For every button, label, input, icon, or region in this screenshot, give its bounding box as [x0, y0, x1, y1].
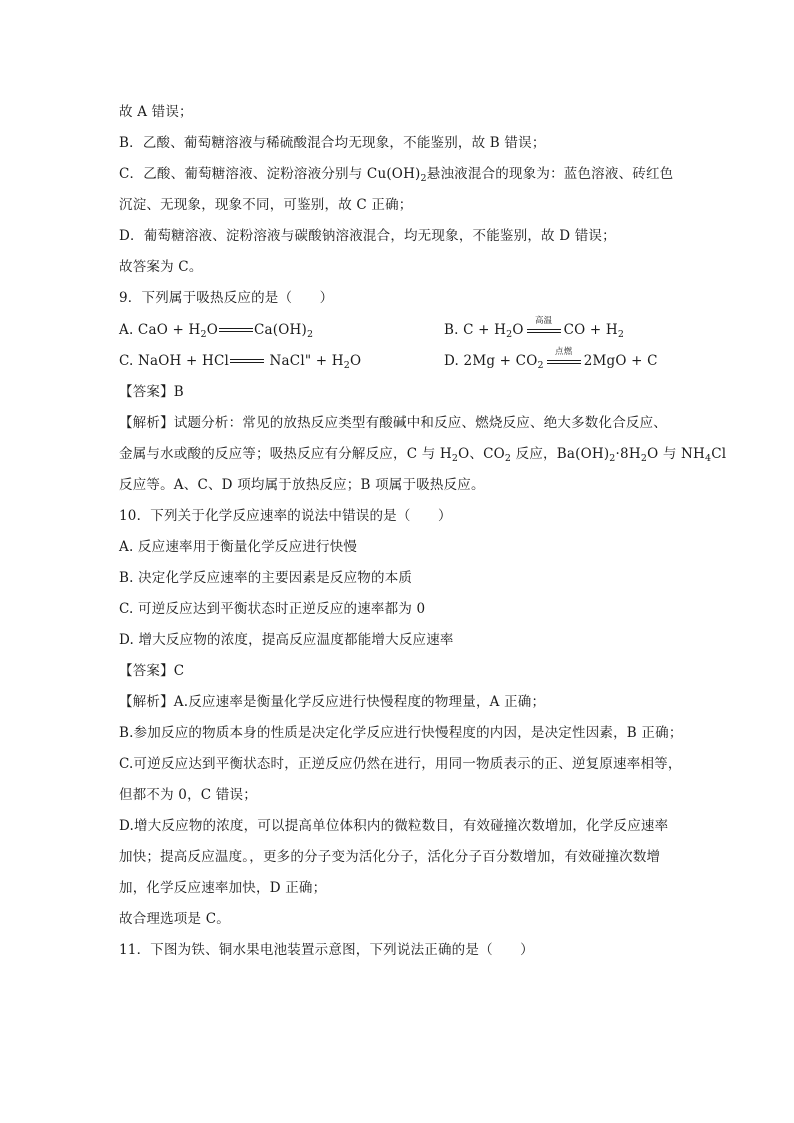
q9-analysis-line1: 【解析】试题分析：常见的放热反应类型有酸碱中和反应、燃烧反应、绝大多数化合反应、: [119, 415, 667, 431]
q10-answer: 【答案】C: [119, 663, 185, 679]
prev-option-c-explanation-line2: 沉淀、无现象，现象不同，可鉴别，故 C 正确；: [119, 197, 413, 213]
q9-answer: 【答案】B: [119, 384, 184, 400]
prev-option-b-explanation: B．乙酸、葡萄糖溶液与稀硫酸混合均无现象，不能鉴别，故 B 错误；: [119, 135, 546, 151]
q10-analysis-line: D.增大反应物的浓度，可以提高单位体积内的微粒数目，有效碰撞次数增加，化学反应速率: [119, 818, 669, 834]
q10-analysis-line: 故合理选项是 C。: [119, 911, 230, 927]
equals-sign-icon: [230, 357, 264, 367]
reaction-condition-equals: 高温: [527, 324, 561, 338]
q10-stem: 10．下列关于化学反应速率的说法中错误的是（ ）: [119, 508, 452, 524]
prev-option-c-explanation-line1: C．乙酸、葡萄糖溶液、淀粉溶液分别与 $Cu(OH)_2$悬浊液混合的现象为：蓝色溶液、砖红色: [119, 166, 674, 184]
q10-option-d: D. 增大反应物的浓度，提高反应温度都能增大反应速率: [119, 632, 454, 648]
q10-analysis-line: 【解析】A.反应速率是衡量化学反应进行快慢程度的物理量，A 正确；: [119, 694, 546, 710]
q10-analysis-line: B.参加反应的物质本身的性质是决定化学反应进行快慢程度的内因，是决定性因素，B 正确；: [119, 725, 683, 741]
q10-option-c: C. 可逆反应达到平衡状态时正逆反应的速率都为 0: [119, 601, 426, 617]
prev-option-d-explanation: D．葡萄糖溶液、淀粉溶液与碳酸钠溶液混合，均无现象，不能鉴别，故 D 错误；: [119, 228, 616, 244]
q9-stem: 9．下列属于吸热反应的是（ ）: [119, 290, 334, 306]
prev-final-answer: 故答案为 C。: [119, 259, 203, 275]
reaction-condition-equals: 点燃: [547, 355, 581, 369]
q10-option-a: A. 反应速率用于衡量化学反应进行快慢: [119, 539, 358, 555]
q9-option-c: C. NaOH + HCl NaCl" + $H_2O$: [119, 353, 362, 371]
q9-option-a: A. CaO + $H_2O$ $Ca(OH)_2$: [119, 322, 314, 340]
q10-analysis-line: 但都不为 0，C 错误；: [119, 787, 257, 803]
q11-stem: 11．下图为铁、铜水果电池装置示意图，下列说法正确的是（ ）: [119, 942, 534, 958]
q9-option-b: B. $C + H_2O$ 高温 CO + $H_2$: [444, 315, 625, 340]
q9-analysis-line3: 反应等。A、C、D 项均属于放热反应；B 项属于吸热反应。: [119, 477, 485, 493]
q9-option-d: D. $2Mg + CO_2$ 点燃 2MgO + C: [444, 346, 658, 371]
q10-analysis-line: 加，化学反应速率加快，D 正确；: [119, 880, 327, 896]
equals-sign-icon: [219, 326, 253, 336]
q9-analysis-line2: 金属与水或酸的反应等；吸热反应有分解反应，C 与 $H_2O$、$CO_2$ 反应，$Ba(OH)_2\cdot 8H_2O$ 与 $NH_4Cl$: [119, 446, 727, 464]
q10-option-b: B. 决定化学反应速率的主要因素是反应物的本质: [119, 570, 413, 586]
q10-analysis-line: 加快；提高反应温度。，更多的分子变为活化分子，活化分子百分数增加，有效碰撞次数增: [119, 849, 661, 865]
q10-analysis-line: C.可逆反应达到平衡状态时，正逆反应仍然在进行，用同一物质表示的正、逆复原速率相等，: [119, 756, 682, 772]
prev-a-conclusion: 故 A 错误；: [119, 104, 193, 120]
